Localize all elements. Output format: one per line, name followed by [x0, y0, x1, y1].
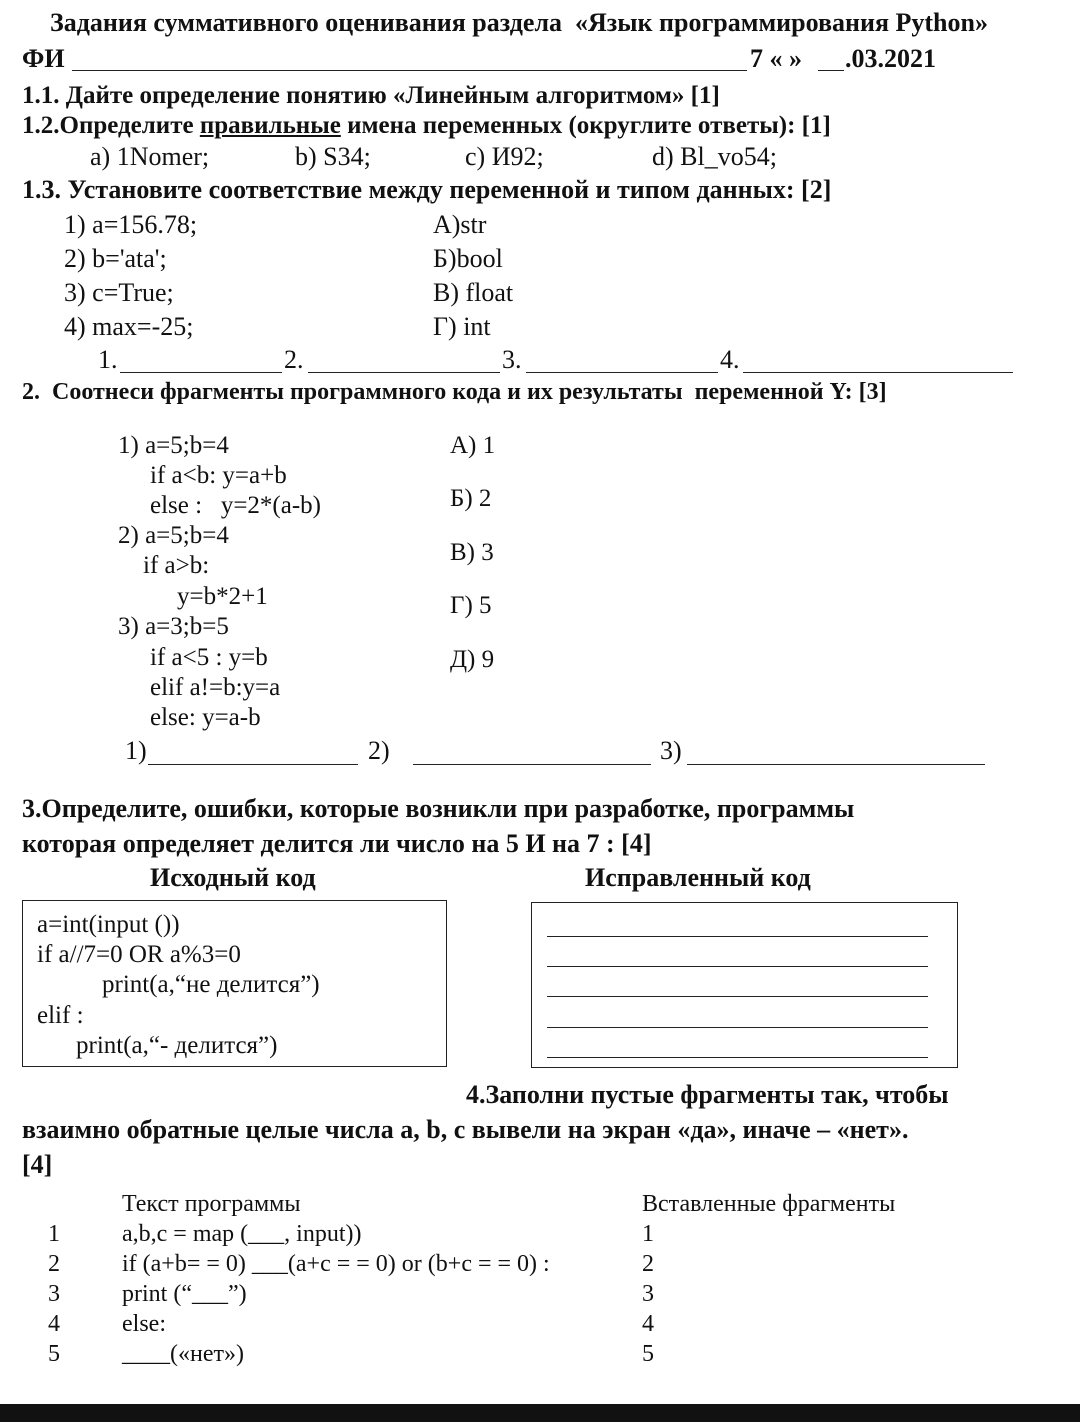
name-blank[interactable] [72, 70, 747, 71]
row-number: 1 [48, 1221, 60, 1247]
code-line: 2) a=5;b=4 [118, 522, 229, 549]
fixed-code-blank[interactable] [547, 966, 928, 967]
answer-blank-2-1[interactable] [148, 764, 358, 765]
answer-label-2-1: 1) [125, 736, 147, 765]
fixed-code-blank[interactable] [547, 1057, 928, 1058]
fixed-code-blank[interactable] [547, 936, 928, 937]
name-label: ФИ [22, 44, 65, 73]
question-1-2-suffix: имена переменных (округлите ответы): [1] [340, 112, 831, 139]
answer-label-1: 1. [98, 345, 118, 374]
source-code-line: if a//7=0 OR a%3=0 [37, 941, 241, 968]
option-d: d) Bl_vo54; [652, 142, 777, 171]
bottom-bar [0, 1404, 1080, 1422]
code-line: elif a!=b:y=a [150, 674, 281, 701]
fixed-code-blank[interactable] [547, 996, 928, 997]
question-2: 2. Соотнеси фрагменты программного кода и их результаты переменной Y: [3] [22, 379, 887, 405]
row-number: 5 [48, 1341, 60, 1367]
result-item: Б) 2 [450, 485, 492, 512]
type-item: Б)bool [433, 244, 503, 273]
program-line: print (“___”) [122, 1281, 247, 1307]
option-c: c) И92; [465, 142, 544, 171]
code-line: else: y=a-b [150, 704, 261, 731]
variable-item: 2) b='ata'; [64, 244, 167, 273]
fragments-column-heading: Вставленные фрагменты [642, 1191, 896, 1217]
fragment-number: 1 [642, 1221, 654, 1247]
row-number: 2 [48, 1251, 60, 1277]
program-line: ____(«нет») [122, 1341, 244, 1367]
question-3-line-1: 3.Определите, ошибки, которые возникли при разработке, программы [22, 794, 855, 823]
fragment-number: 3 [642, 1281, 654, 1307]
variable-item: 1) a=156.78; [64, 210, 198, 239]
answer-blank-2-2[interactable] [413, 764, 651, 765]
code-line: if a<b: y=a+b [150, 462, 287, 489]
code-line: 3) a=3;b=5 [118, 613, 229, 640]
fixed-code-blank[interactable] [547, 1027, 928, 1028]
answer-label-2: 2. [284, 345, 304, 374]
answer-label-2-3: 3) [660, 736, 682, 765]
question-1-3: 1.3. Установите соответствие между переменной и типом данных: [2] [22, 175, 832, 204]
source-code-heading: Исходный код [150, 863, 316, 892]
fragment-number: 2 [642, 1251, 654, 1277]
fragment-number: 5 [642, 1341, 654, 1367]
program-column-heading: Текст программы [122, 1191, 301, 1217]
result-item: А) 1 [450, 432, 496, 459]
question-1-2-underlined: правильные [199, 112, 341, 139]
program-line: a,b,c = map (___, input)) [122, 1221, 362, 1247]
answer-blank-3[interactable] [526, 372, 718, 373]
code-line: else : y=2*(a-b) [150, 492, 321, 519]
fragment-number: 4 [642, 1311, 654, 1337]
answer-blank-2-3[interactable] [687, 764, 985, 765]
code-line: if a>b: [143, 552, 210, 579]
question-1-2-prefix: 1.2.Определите [22, 112, 200, 139]
date-prefix: 7 « » [750, 44, 802, 73]
code-line: if a<5 : y=b [150, 644, 268, 671]
question-1-1: 1.1. Дайте определение понятию «Линейным алгоритмом» [1] [22, 82, 720, 109]
answer-blank-1[interactable] [120, 372, 282, 373]
answer-blank-2[interactable] [308, 372, 500, 373]
question-4-line-3: [4] [22, 1150, 53, 1179]
answer-blank-4[interactable] [743, 372, 1013, 373]
program-line: else: [122, 1311, 166, 1337]
row-number: 3 [48, 1281, 60, 1307]
answer-label-3: 3. [502, 345, 522, 374]
answer-label-4: 4. [720, 345, 740, 374]
row-number: 4 [48, 1311, 60, 1337]
option-a: a) 1Nomer; [90, 142, 210, 171]
question-1-2 [22, 113, 831, 138]
source-code-line: print(a,“не делится”) [102, 971, 320, 998]
answer-label-2-2: 2) [368, 736, 390, 765]
program-line: if (a+b= = 0) ___(a+c = = 0) or (b+c = = 0) : [122, 1251, 550, 1277]
date-suffix: .03.2021 [845, 44, 936, 73]
page-title: Задания суммативного оценивания раздела «Язык программирования Python» [50, 8, 988, 37]
question-4-line-1: 4.Заполни пустые фрагменты так, чтобы [466, 1080, 949, 1109]
code-line: 1) a=5;b=4 [118, 432, 229, 459]
result-item: В) 3 [450, 539, 494, 566]
fixed-code-heading: Исправленный код [585, 863, 811, 892]
variable-item: 3) c=True; [64, 278, 174, 307]
code-line: y=b*2+1 [177, 583, 268, 610]
type-item: В) float [433, 278, 514, 307]
question-3-line-2: которая определяет делится ли число на 5 И на 7 : [4] [22, 829, 652, 858]
date-blank[interactable] [818, 70, 844, 71]
question-4-line-2: взаимно обратные целые числа a, b, c вывели на экран «да», иначе – «нет». [22, 1115, 909, 1144]
source-code-line: a=int(input ()) [37, 911, 180, 938]
type-item: А)str [433, 210, 487, 239]
variable-item: 4) max=-25; [64, 312, 194, 341]
fixed-code-box [531, 902, 958, 1068]
source-code-line: print(a,“- делится”) [76, 1032, 278, 1059]
result-item: Г) 5 [450, 592, 492, 619]
type-item: Г) int [433, 312, 491, 341]
option-b: b) S34; [295, 142, 371, 171]
result-item: Д) 9 [450, 646, 495, 673]
source-code-line: elif : [37, 1002, 84, 1029]
